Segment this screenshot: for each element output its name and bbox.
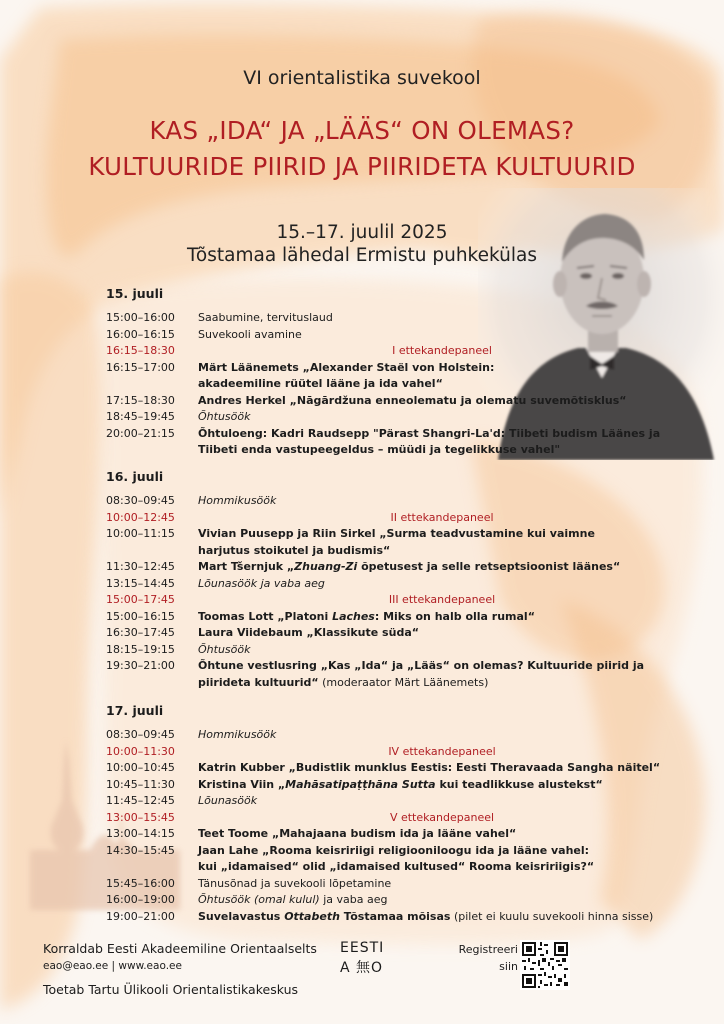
talk-row [106, 777, 686, 794]
talk-title-italic: Zhuang-Zi [294, 560, 358, 573]
talk-title-italic: Mahāsatipaṭṭhāna Sutta [285, 777, 436, 791]
event-title-line-1: KAS „IDA“ JA „LÄÄS“ ON OLEMAS? [149, 116, 575, 145]
talk-row [106, 826, 686, 843]
time-slot: 14:30–15:45 [106, 843, 175, 857]
time-slot: 17:15–18:30 [106, 393, 175, 407]
talk-title: Teet Toome „Mahajaana budism ida ja lääne vahel“ [198, 827, 517, 840]
program-day-2 [106, 469, 686, 691]
talk-title-italic: Laches [332, 609, 375, 623]
day-heading: 16. juuli [106, 469, 164, 484]
meal-italic: Õhtusöök (omal kulul) [198, 893, 320, 906]
time-slot: 10:00–11:30 [106, 744, 175, 758]
time-slot: 11:30–12:45 [106, 560, 175, 573]
talk-title: Vivian Puusepp ja Riin Sirkel „Surma teadvustamine kui vaimne [198, 527, 595, 540]
time-slot: 10:00–12:45 [106, 510, 175, 524]
talk-title-part: : Miks on halb olla rumal“ [374, 609, 535, 623]
meal-row [106, 576, 686, 593]
time-slot: 10:00–10:45 [106, 761, 175, 774]
register-label-line-1: Registreeri [458, 943, 518, 956]
talk-row-continued [106, 675, 686, 692]
talk-title [198, 609, 686, 626]
meal: Hommikusöök [198, 728, 277, 741]
society-logo [340, 940, 388, 977]
time-slot: 11:45–12:45 [106, 794, 175, 807]
talk-title-part: Kristina Viin „ [198, 777, 286, 791]
meal: Õhtusöök [198, 410, 251, 423]
talk-title: Katrin Kubber „Budistlik munklus Eestis: Eesti Theravaada Sangha näitel“ [198, 761, 661, 774]
time-slot: 15:00–16:15 [106, 609, 175, 623]
time-slot: 15:00–16:00 [106, 311, 175, 324]
panel-row [106, 744, 686, 761]
time-slot: 15:45–16:00 [106, 876, 175, 890]
register-label [446, 941, 518, 975]
panel-row [106, 343, 686, 360]
program-day-1 [106, 286, 686, 459]
talk-row-continued [106, 442, 686, 459]
meal: Õhtusöök [198, 642, 251, 656]
talk-row-continued [106, 376, 686, 393]
talk-row [106, 426, 686, 443]
talk-title: Andres Herkel „Nāgārdžuna enneolematu ja olematu suvemõtisklus“ [198, 393, 627, 407]
event-kicker: VI orientalistika suvekool [243, 67, 481, 89]
panel-title: IV ettekandepaneel [388, 744, 496, 758]
panel-title: I ettekandepaneel [392, 344, 492, 357]
meal-row [106, 727, 686, 744]
register-label-line-2: siin [499, 960, 518, 973]
event-place: Tõstamaa lähedal Ermistu puhkekülas [187, 245, 537, 266]
time-slot: 18:45–19:45 [106, 410, 175, 423]
panel-title: II ettekandepaneel [390, 510, 494, 524]
moderator-note: (moderaator Märt Läänemets) [318, 675, 489, 689]
time-slot [106, 376, 198, 393]
schedule-row [106, 310, 686, 327]
panel-title: III ettekandepaneel [388, 593, 496, 606]
time-slot: 19:00–21:00 [106, 909, 175, 923]
talk-title: Tiibeti enda vastupeegeldus – müüdi ja tegelikkuse vahel" [198, 443, 561, 456]
talk-row [106, 559, 686, 576]
time-slot [106, 442, 198, 459]
talk-title-part: piirideta kultuurid“ [198, 675, 319, 689]
talk-title-part: Toomas Lott „Platoni [198, 609, 333, 623]
talk-title: harjutus stoikutel ja budismis“ [198, 543, 391, 557]
talk-title: kui „idamaised“ olid „idamaised kultused“ Rooma keisririigis?“ [198, 860, 595, 873]
talk-title: Laura Viidebaum „Klassikute süda“ [198, 626, 419, 639]
time-slot [106, 675, 198, 692]
activity: Tänusõnad ja suvekooli lõpetamine [198, 876, 392, 890]
talk-title-part: Mart Tšernjuk „ [198, 560, 295, 573]
talk-row-continued [106, 543, 686, 560]
time-slot: 08:30–09:45 [106, 728, 175, 741]
activity: Saabumine, tervituslaud [198, 311, 333, 324]
logo-line-2: A 無O [340, 960, 384, 976]
supporter: Toetab Tartu Ülikooli Orientalistikakeskus [43, 982, 299, 997]
talk-row-continued [106, 859, 686, 876]
time-slot [106, 543, 198, 560]
time-slot: 10:45–11:30 [106, 777, 175, 791]
time-slot: 13:00–15:45 [106, 810, 175, 824]
performance [198, 909, 686, 926]
talk-row [106, 760, 686, 777]
talk-title [198, 777, 686, 794]
talk-title: Õhtuloeng: Kadri Raudsepp "Pärast Shangri-La'd: Tiibeti budism Läänes ja [198, 426, 661, 440]
day-heading: 17. juuli [106, 703, 164, 718]
talk-title: Jaan Lahe „Rooma keisririigi religiooniloogu ida ja lääne vahel: [198, 843, 590, 857]
event-title-line-2: KULTUURIDE PIIRID JA PIIRIDETA KULTUURID [88, 152, 636, 181]
event-dates: 15.–17. juulil 2025 [276, 222, 448, 243]
talk-row [106, 360, 686, 377]
talk-title [198, 559, 686, 576]
logo-line-1: EESTI [340, 940, 385, 956]
time-slot: 16:00–19:00 [106, 893, 175, 906]
time-slot: 10:00–11:15 [106, 527, 175, 540]
day-heading: 15. juuli [106, 286, 164, 301]
meal-row [106, 642, 686, 659]
time-slot: 16:15–18:30 [106, 344, 175, 357]
activity: Suvekooli avamine [198, 327, 302, 341]
performance-row [106, 909, 686, 926]
talk-title: Õhtune vestlusring „Kas „Ida“ ja „Lääs“ on olemas? Kultuuride piirid ja [198, 659, 645, 672]
performance-title: Ottabeth [284, 909, 340, 923]
talk-row [106, 843, 686, 860]
talk-title [198, 675, 686, 692]
organizer: Korraldab Eesti Akadeemiline Orientaalselts [43, 941, 317, 956]
talk-row [106, 526, 686, 543]
meal: Lõunasöök ja vaba aeg [198, 576, 325, 590]
time-slot: 19:30–21:00 [106, 659, 175, 672]
meal-row [106, 892, 686, 909]
time-slot: 18:15–19:15 [106, 642, 175, 656]
time-slot: 15:00–17:45 [106, 593, 175, 606]
time-slot: 16:00–16:15 [106, 327, 175, 341]
time-slot: 16:15–17:00 [106, 360, 175, 374]
panel-row [106, 592, 686, 609]
talk-row [106, 658, 686, 675]
time-slot: 08:30–09:45 [106, 494, 175, 507]
talk-title-part: kui teadlikkuse alustekst“ [435, 777, 603, 791]
meal: Lõunasöök [198, 794, 258, 807]
time-slot: 16:30–17:45 [106, 626, 175, 639]
qr-code-icon[interactable] [520, 940, 570, 990]
panel-row [106, 810, 686, 827]
talk-title: Märt Läänemets „Alexander Staël von Holstein: [198, 360, 495, 374]
performance-part: Tõstamaa mõisas [339, 909, 451, 923]
contact-info: eao@eao.ee | www.eao.ee [43, 960, 182, 972]
time-slot: 20:00–21:15 [106, 426, 175, 440]
schedule-row [106, 876, 686, 893]
schedule-row [106, 327, 686, 344]
talk-title: akadeemiline rüütel lääne ja ida vahel“ [198, 377, 443, 390]
meal [198, 892, 686, 909]
time-slot [106, 859, 198, 876]
meal-row [106, 409, 686, 426]
time-slot: 13:15–14:45 [106, 576, 175, 590]
ticket-note: (pilet ei kuulu suvekooli hinna sisse) [450, 909, 654, 923]
meal-row [106, 793, 686, 810]
program-day-3 [106, 703, 686, 925]
panel-title: V ettekandepaneel [389, 810, 495, 824]
time-slot: 13:00–14:15 [106, 827, 175, 840]
performance-part: Suvelavastus [198, 909, 285, 923]
panel-row [106, 510, 686, 527]
talk-row [106, 609, 686, 626]
meal-tail: ja vaba aeg [319, 893, 388, 906]
talk-title-part: õpetusest ja selle retseptsioonist läänes“ [357, 560, 621, 573]
talk-row [106, 393, 686, 410]
talk-row [106, 625, 686, 642]
meal: Hommikusöök [198, 494, 277, 507]
meal-row [106, 493, 686, 510]
